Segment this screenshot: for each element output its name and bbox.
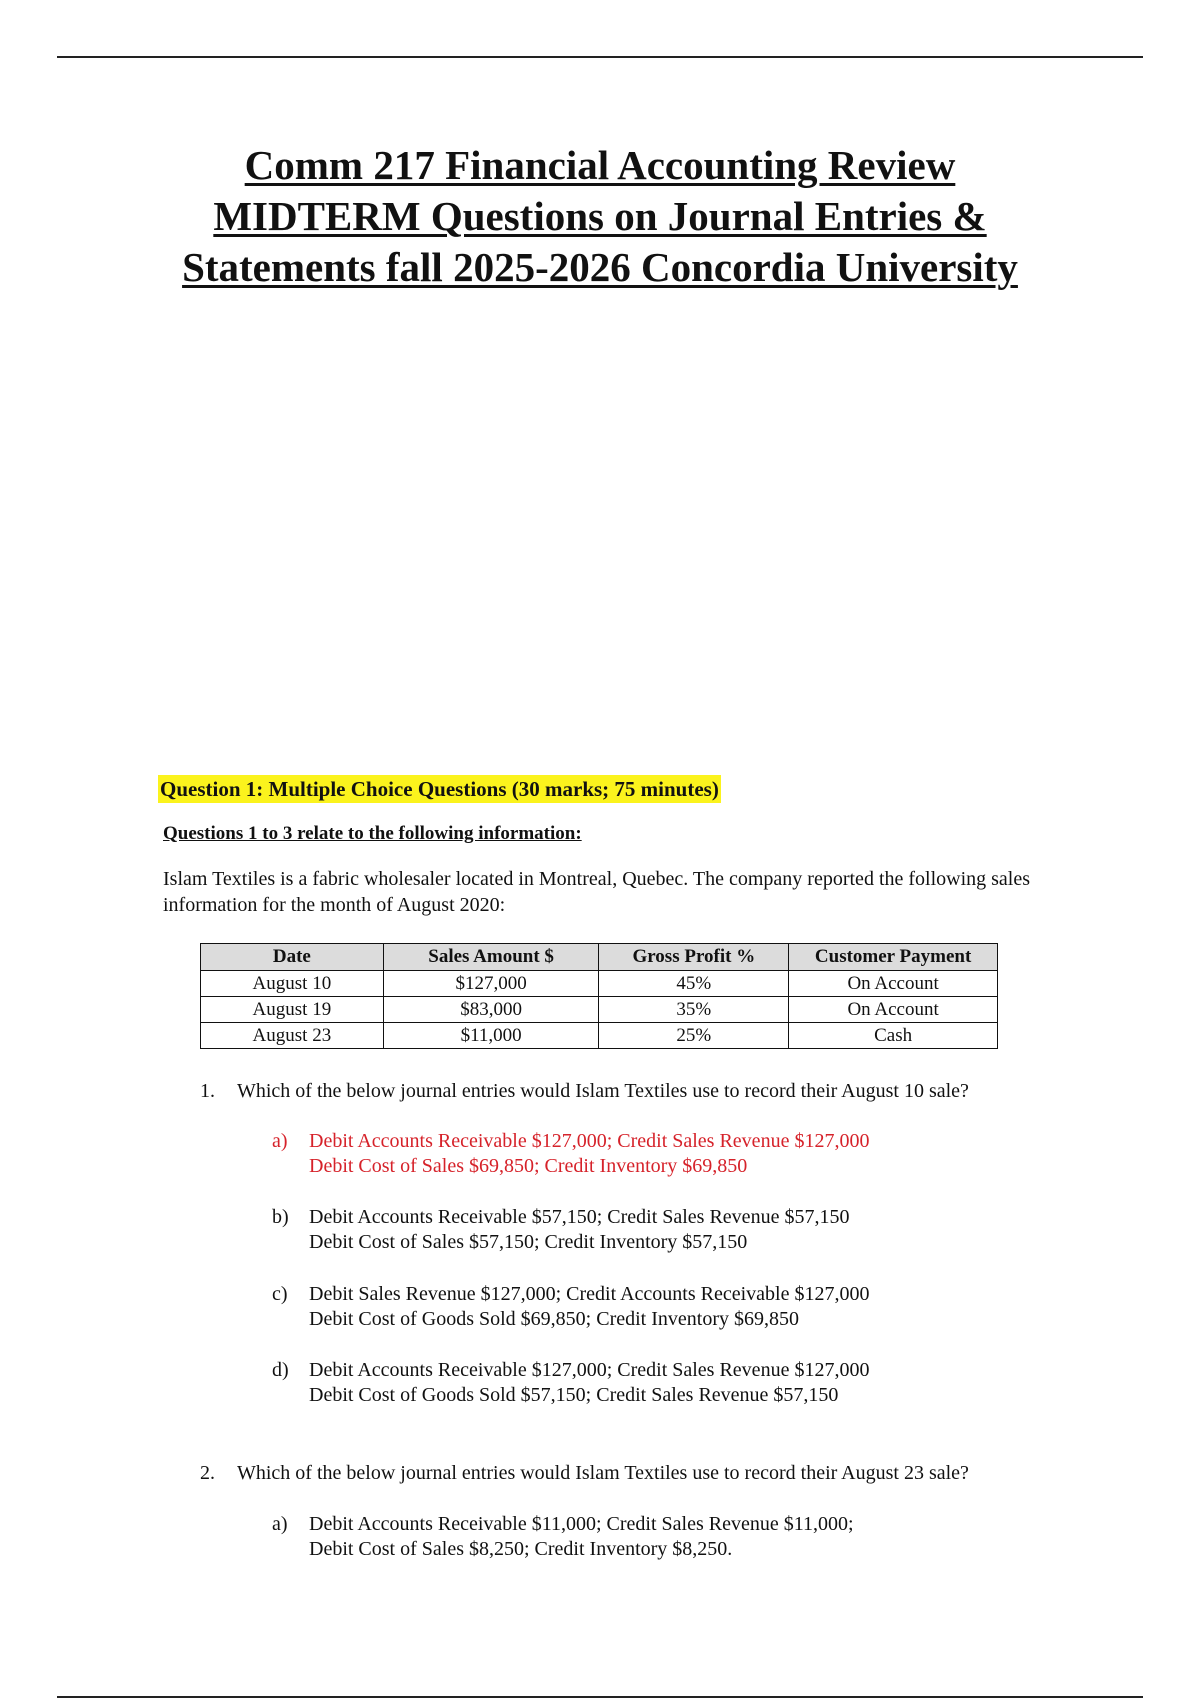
q1-option-a[interactable]: [272, 1129, 1072, 1179]
option-line-1: Debit Sales Revenue $127,000; Credit Accounts Receivable $127,000: [309, 1283, 870, 1305]
option-letter: a): [272, 1130, 288, 1152]
option-line-1: Debit Accounts Receivable $11,000; Credit Sales Revenue $11,000;: [309, 1513, 854, 1535]
question-text: Which of the below journal entries would Islam Textiles use to record their August 23 sale?: [237, 1462, 969, 1484]
table-row: [201, 971, 998, 997]
q1-option-b[interactable]: [272, 1205, 1072, 1255]
cell-customer-payment: On Account: [789, 997, 998, 1023]
question-number: 2.: [200, 1462, 215, 1484]
option-line-2: Debit Cost of Sales $57,150; Credit Inventory $57,150: [309, 1231, 748, 1253]
sales-table: [200, 943, 998, 1049]
table-header-row: [201, 944, 998, 971]
option-letter: a): [272, 1513, 288, 1535]
q1-option-c[interactable]: [272, 1282, 1072, 1332]
question-2: [200, 1460, 1100, 1486]
cell-gross-profit: 25%: [599, 1023, 789, 1049]
title-line-1: Comm 217 Financial Accounting Review: [244, 142, 956, 188]
cell-gross-profit: 45%: [599, 971, 789, 997]
title-line-2: MIDTERM Questions on Journal Entries &: [213, 193, 987, 239]
option-line-2: Debit Cost of Goods Sold $57,150; Credit Sales Revenue $57,150: [309, 1384, 839, 1406]
option-line-2: Debit Cost of Sales $69,850; Credit Inventory $69,850: [309, 1155, 748, 1177]
bottom-rule: [57, 1696, 1143, 1698]
cell-date: August 23: [201, 1023, 384, 1049]
option-letter: b): [272, 1206, 289, 1228]
question-number: 1.: [200, 1080, 215, 1102]
option-line-1: Debit Accounts Receivable $57,150; Credit Sales Revenue $57,150: [309, 1206, 850, 1228]
question-1: [200, 1078, 1100, 1104]
cell-sales-amount: $127,000: [383, 971, 599, 997]
header-sales-amount: Sales Amount $: [383, 944, 599, 971]
question-text: Which of the below journal entries would Islam Textiles use to record their August 10 sale?: [237, 1080, 969, 1102]
option-line-2: Debit Cost of Goods Sold $69,850; Credit Inventory $69,850: [309, 1308, 799, 1330]
option-letter: d): [272, 1359, 289, 1381]
intro-paragraph: Islam Textiles is a fabric wholesaler located in Montreal, Quebec. The company reported the following sales information for the month of August 2020:: [163, 868, 1031, 916]
top-rule: [57, 56, 1143, 58]
q2-option-a[interactable]: [272, 1512, 1072, 1562]
document-title: [100, 140, 1100, 293]
header-gross-profit: Gross Profit %: [599, 944, 789, 971]
cell-date: August 10: [201, 971, 384, 997]
title-line-3: Statements fall 2025-2026 Concordia University: [182, 244, 1018, 290]
table-row: [201, 997, 998, 1023]
cell-date: August 19: [201, 997, 384, 1023]
cell-customer-payment: On Account: [789, 971, 998, 997]
option-letter: c): [272, 1283, 288, 1305]
sub-heading: Questions 1 to 3 relate to the following information:: [163, 823, 582, 844]
cell-sales-amount: $11,000: [383, 1023, 599, 1049]
header-date: Date: [201, 944, 384, 971]
option-line-2: Debit Cost of Sales $8,250; Credit Inventory $8,250.: [309, 1538, 733, 1560]
q1-option-d[interactable]: [272, 1358, 1072, 1408]
cell-sales-amount: $83,000: [383, 997, 599, 1023]
option-line-1: Debit Accounts Receivable $127,000; Credit Sales Revenue $127,000: [309, 1130, 870, 1152]
option-line-1: Debit Accounts Receivable $127,000; Credit Sales Revenue $127,000: [309, 1359, 870, 1381]
cell-customer-payment: Cash: [789, 1023, 998, 1049]
cell-gross-profit: 35%: [599, 997, 789, 1023]
header-customer-payment: Customer Payment: [789, 944, 998, 971]
section-heading: Question 1: Multiple Choice Questions (30 marks; 75 minutes): [160, 777, 719, 801]
table-row: [201, 1023, 998, 1049]
